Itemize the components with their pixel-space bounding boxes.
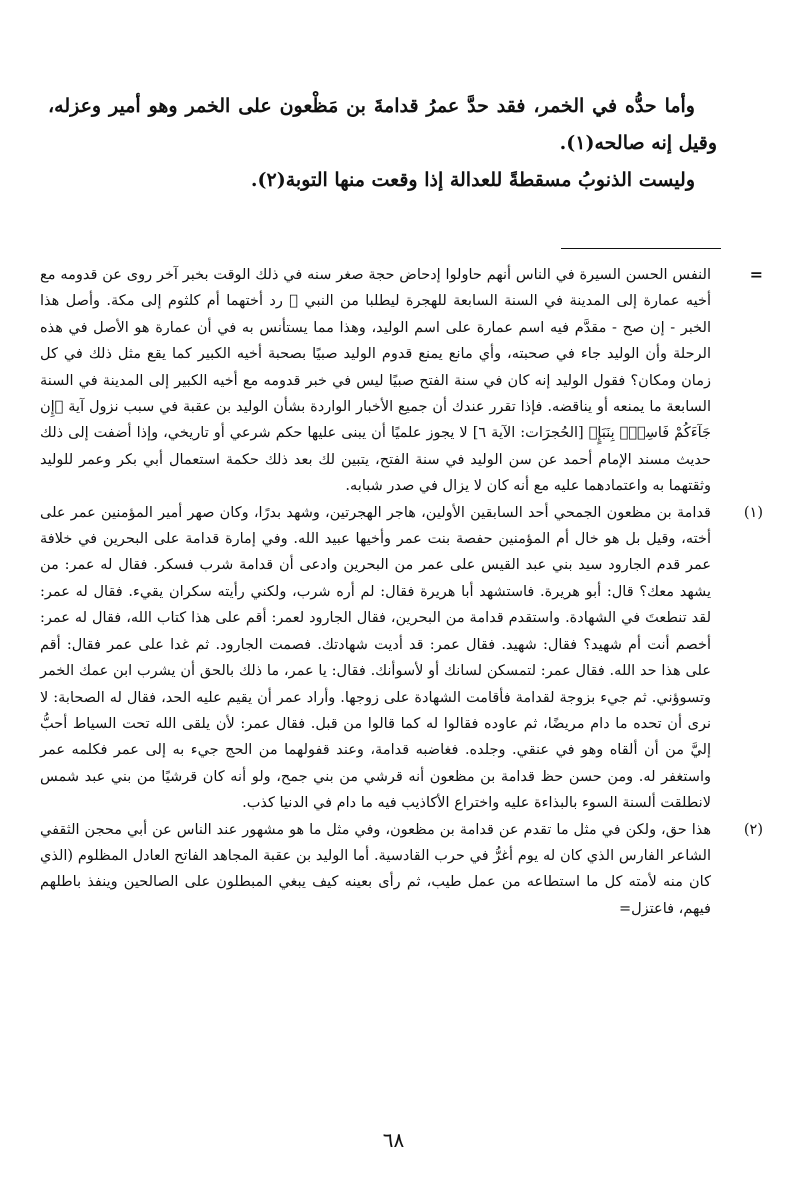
footnotes-block <box>40 262 763 922</box>
footnote-continuation-marker: = <box>749 265 763 284</box>
footnote-continuation-text: النفس الحسن السيرة في الناس أنهم حاولوا إدحاض حجة صغر سنه في ذلك الوقت بخبر آخر روى عن قدومه مع أخيه عمارة إلى المدينة في السنة السابعة للهجرة ليطلبا من النبي ﷺ رد أختهما أم كلثوم إلى مكة. وأصل هذا الخبر - إن صح - مقدَّم فيه اسم عمارة على اسم الوليد، وهذا مما يستأنس به في أن عمارة هو الأصل في هذه الرحلة وأن الوليد جاء في صحبته، وأي مانع يمنع قدوم الوليد صبيًا بصحبة أخيه الكبير كما يقع مثل ذلك في كل زمان ومكان؟ فقول الوليد إنه كان في سنة الفتح صبيًا ليس في خبر قدومه مع أخيه الكبير إلى المدينة في السنة السابعة ما يمنعه أو يناقضه. فإذا تقرر عندك أن جميع الأخبار الواردة بشأن الوليد بن عقبة في سبب نزول آية ﴿إِن جَآءَكُمْ فَاسِقٌۢ بِنَبَإٍ﴾ [الحُجرَات: الآية ٦] لا يجوز علميًا أن يبنى عليها حكم شرعي أو تاريخي، وإذا أضفت إلى ذلك حديث مسند الإمام أحمد عن سن الوليد في سنة الفتح، يتبين لك بعد ذلك حكمة استعمال أبي بكر وعمر للوليد وثقتهما به واعتمادهما عليه مع أنه كان لا يزال في صدر شبابه. <box>40 267 711 495</box>
main-text-block <box>48 88 717 199</box>
footnote-1-marker: (١) <box>743 504 763 521</box>
footnote-1-text: قدامة بن مظعون الجمحي أحد السابقين الأولين، هاجر الهجرتين، وشهد بدرًا، وكان صهر أمير المؤمنين عمر على أخته، وقيل بل هو خال أم المؤمنين حفصة بنت عمر وأخيها عبيد الله. وفي إمارة قدامة على البحرين في خلافة عمر قدم الجارود سيد بني عبد القيس على عمر من البحرين وادعى أن قدامة شرب فسكر. فقال له عمر: من يشهد معك؟ قال: أبو هريرة. فاستشهد أبا هريرة فقال: لم أره شرب، ولكني رأيته سكران يقيء. فقال له عمر: لقد تنطعتَ في الشهادة. واستقدم قدامة من البحرين، فقال الجارود لعمر: أقم على هذا كتاب الله، فقال له عمر: أخصم أنت أم شهيد؟ فقال: شهيد. فقال عمر: قد أديت شهادتك. فصمت الجارود. ثم غدا على عمر فقال: أقم على هذا حد الله. فقال عمر: لتمسكن لسانك أو لأسوأنك. فقال: يا عمر، ما ذلك بالحق أن يشرب ابن عمك الخمر وتسوؤني. ثم جيء بزوجة لقدامة فأقامت الشهادة على زوجها. وأراد عمر أن يقيم عليه الحد، فقال له الصحابة: لا نرى أن تحده ما دام مريضًا، ثم عاوده فقالوا له كما قالوا من قبل. فقال عمر: لأن يلقى الله تحت السياط أحبُّ إليَّ من أن ألقاه وهو في عنقي. وجلده. فغاضبه قدامة، وعند قفولهما من الحج جيء به إلى عمر فكلمه عمر واستغفر له. ومن حسن حظ قدامة بن مظعون أنه قرشي من بني جمح، ولو أنه كان قرشيًا من بني عبد شمس لانطلقت ألسنة السوء بالبذاءة عليه واختراع الأكاذيب فيه ما دام في الدنيا كذب. <box>40 504 711 812</box>
footnote-2-text: هذا حق، ولكن في مثل ما تقدم عن قدامة بن مظعون، وفي مثل ما هو مشهور عند الناس عن أبي محجن الثقفي الشاعر الفارس الذي كان له يوم أغرُّ في حرب القادسية. أما الوليد بن عقبة المجاهد الفاتح العادل المظلوم (الذي كان منه لأمته كل ما استطاعه من عمل طيب، ثم رأى بعينه كيف يبغي المبطلون على الصالحين وينفذ باطلهم فيهم، فاعتزل= <box>40 821 711 917</box>
footnote-1 <box>40 500 763 817</box>
footnote-2 <box>40 817 763 923</box>
footnote-continuation <box>40 262 763 500</box>
footnote-2-marker: (٢) <box>743 821 763 838</box>
footnote-separator <box>561 248 721 249</box>
main-paragraph-2: وليست الذنوبُ مسقطةً للعدالة إذا وقعت منها التوبة(٢). <box>250 169 695 191</box>
page-number: ٦٨ <box>382 1128 405 1152</box>
main-paragraph-1: وأما حدُّه في الخمر، فقد حدَّ عمرُ قدامةَ بن مَظْعون على الخمر وهو أمير وعزله، وقيل إنه صالحه(١). <box>48 95 717 154</box>
